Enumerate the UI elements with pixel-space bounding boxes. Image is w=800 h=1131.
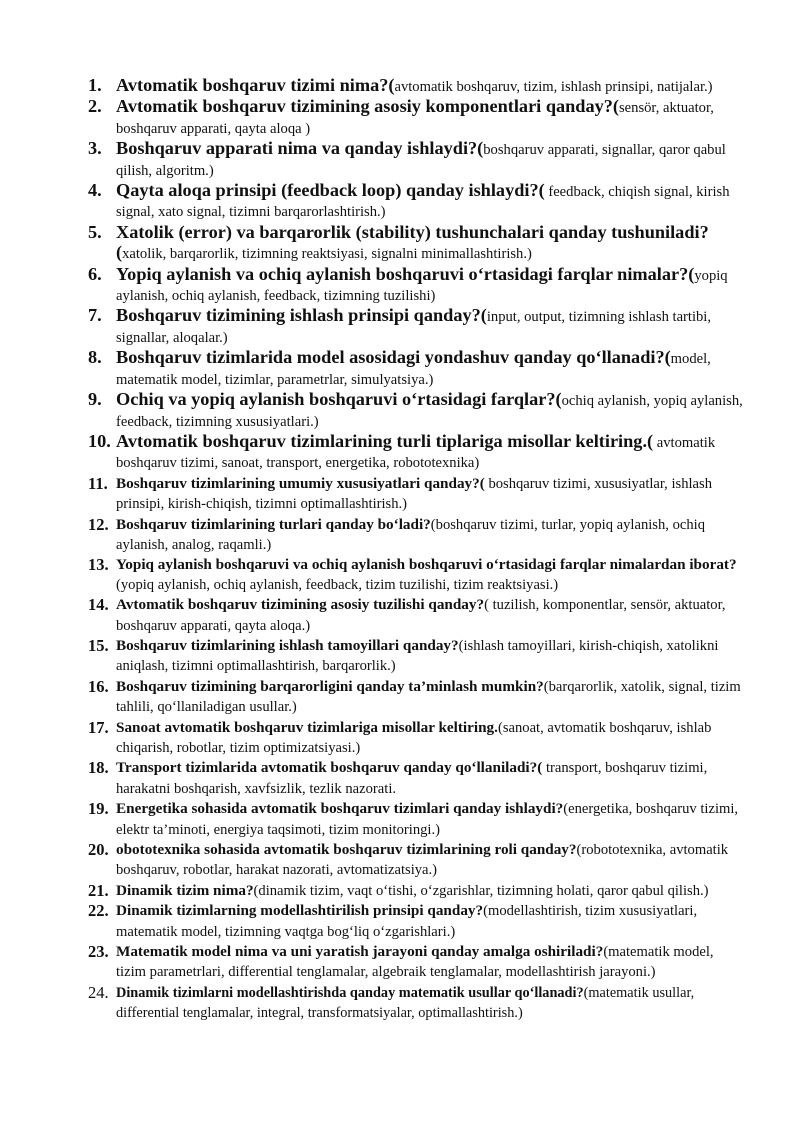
question-keywords: ochiq aylanish, yopiq aylanish, feedback, tizimning xususiyatlari.) xyxy=(116,393,743,430)
question-title: Yopiq aylanish va ochiq aylanish boshqaruvi o‘rtasidagi farqlar nimalar?( xyxy=(116,263,695,284)
question-title: Energetika sohasida avtomatik boshqaruv tizimlari qanday ishlaydi? xyxy=(116,800,564,818)
question-keywords: (ishlash tamoyillari, kirish-chiqish, xatolikni aniqlash, tizimni optimallashtirish, barqarorlik.) xyxy=(116,637,719,675)
question-item xyxy=(88,515,743,556)
question-item xyxy=(88,97,743,139)
question-title: Boshqaruv tizimlarining turlari qanday bo‘ladi? xyxy=(116,515,431,533)
question-number: 2. xyxy=(88,96,102,117)
question-title: Qayta aloqa prinsipi (feedback loop) qanday ishlaydi?( xyxy=(116,180,545,201)
question-item xyxy=(88,718,743,759)
question-item xyxy=(88,348,743,390)
question-keywords: (energetika, boshqaruv tizimi, elektr ta’minoti, energiya taqsimoti, tizim monitoringi.) xyxy=(116,801,739,838)
question-title: Avtomatik boshqaruv tizimi nima?( xyxy=(116,75,395,95)
question-keywords: model, matematik model, tizimlar, parametrlar, simulyatsiya.) xyxy=(116,351,711,388)
question-item xyxy=(88,265,743,307)
question-title: Yopiq aylanish boshqaruvi va ochiq aylanish boshqaruvi o‘rtasidagi farqlar nimalardan iborat? xyxy=(116,556,737,574)
question-title: Boshqaruv tizimlarining ishlash tamoyillari qanday? xyxy=(116,636,459,654)
question-item xyxy=(88,555,743,595)
question-item xyxy=(88,901,743,942)
question-item xyxy=(88,390,743,432)
question-keywords: transport, boshqaruv tizimi, harakatni boshqarish, xavfsizlik, tezlik nazorati. xyxy=(116,760,708,797)
question-keywords: avtomatik boshqaruv tizimi, sanoat, transport, energetika, robototexnika) xyxy=(116,434,716,472)
question-item xyxy=(88,306,743,348)
question-item xyxy=(88,677,743,718)
question-item xyxy=(88,474,743,515)
question-item xyxy=(88,76,743,97)
question-number: 18. xyxy=(88,758,109,778)
question-item xyxy=(88,432,743,474)
question-title: Boshqaruv tizimining barqarorligini qanday ta’minlash mumkin? xyxy=(116,677,544,695)
question-title: Dinamik tizim nima? xyxy=(116,881,254,899)
question-number: 15. xyxy=(88,635,109,655)
question-title: Sanoat avtomatik boshqaruv tizimlariga misollar keltiring. xyxy=(116,718,498,736)
question-keywords: (matematik model, tizim parametrlari, differential tenglamalar, algebraik tenglamalar, modellashtirish jarayoni.) xyxy=(116,944,714,981)
question-keywords: boshqaruv tizimi, xususiyatlar, ishlash prinsipi, kirish-chiqish, tizimni optimallashtirish.) xyxy=(116,475,713,513)
question-number: 1. xyxy=(88,75,102,95)
question-item xyxy=(88,983,743,1024)
question-keywords: (yopiq aylanish, ochiq aylanish, feedback, tizim tuzilishi, tizim reaktsiyasi.) xyxy=(116,576,559,593)
question-title: Boshqaruv tizimlarida model asosidagi yondashuv qanday qo‘llanadi?( xyxy=(116,347,671,368)
question-number: 22. xyxy=(88,901,109,921)
question-keywords: input, output, tizimning ishlash tartibi, signallar, aloqalar.) xyxy=(116,309,712,346)
question-number: 24. xyxy=(88,982,109,1002)
question-number: 16. xyxy=(88,676,109,696)
question-number: 11. xyxy=(88,473,108,493)
question-keywords: (barqarorlik, xatolik, signal, tizim tahlili, qo‘llaniladigan usullar.) xyxy=(116,678,741,716)
question-number: 19. xyxy=(88,799,109,819)
question-number: 4. xyxy=(88,180,102,201)
question-keywords: sensör, aktuator, boshqaruv apparati, qayta aloqa ) xyxy=(116,100,714,137)
question-keywords: ( tuzilish, komponentlar, sensör, aktuator, boshqaruv apparati, qayta aloqa.) xyxy=(116,597,726,634)
question-number: 17. xyxy=(88,717,109,737)
question-keywords: (modellashtirish, tizim xususiyatlari, matematik model, tizimning vaqtga bog‘liq o‘zgarishlari.) xyxy=(116,903,698,940)
question-item xyxy=(88,223,743,265)
question-title: Boshqaruv apparati nima va qanday ishlaydi?( xyxy=(116,138,484,159)
question-title: obototexnika sohasida avtomatik boshqaruv tizimlarining roli qanday? xyxy=(116,841,577,859)
question-keywords: boshqaruv apparati, signallar, qaror qabul qilish, algoritm.) xyxy=(116,142,726,179)
question-title: Boshqaruv tizimlarining umumiy xususiyatlari qanday?( xyxy=(116,474,485,492)
question-title: Avtomatik boshqaruv tizimlarining turli tiplariga misollar keltiring.( xyxy=(116,430,654,451)
question-keywords: xatolik, barqarorlik, tizimning reaktsiyasi, signalni minimallashtirish.) xyxy=(122,246,532,263)
question-list xyxy=(88,76,743,1024)
question-keywords: (matematik usullar, differential tenglamalar, integral, transformatsiyalar, optimallashtirish.) xyxy=(116,984,695,1022)
question-number: 8. xyxy=(88,347,102,368)
question-title: Transport tizimlarida avtomatik boshqaruv qanday qo‘llaniladi?( xyxy=(116,759,543,777)
question-keywords: (sanoat, avtomatik boshqaruv, ishlab chiqarish, robotlar, tizim optimizatsiyasi.) xyxy=(116,719,712,756)
question-keywords: (dinamik tizim, vaqt o‘tishi, o‘zgarishlar, tizimning holati, qaror qabul qilish.) xyxy=(253,882,709,899)
question-number: 9. xyxy=(88,389,102,410)
question-number: 5. xyxy=(88,221,102,242)
question-item xyxy=(88,942,743,983)
question-title: Xatolik (error) va barqarorlik (stability) tushunchalari qanday tushuniladi? ( xyxy=(116,221,709,263)
question-title: Matematik model nima va uni yaratish jarayoni qanday amalga oshiriladi? xyxy=(116,943,604,961)
question-title: Avtomatik boshqaruv tizimining asosiy tuzilishi qanday? xyxy=(116,596,485,614)
question-title: Avtomatik boshqaruv tizimining asosiy komponentlari qanday?( xyxy=(116,96,619,117)
question-item xyxy=(88,139,743,181)
question-item xyxy=(88,881,743,901)
question-item xyxy=(88,636,743,677)
question-item xyxy=(88,181,743,223)
question-title: Ochiq va yopiq aylanish boshqaruvi o‘rtasidagi farqlar?( xyxy=(116,389,562,410)
question-keywords: (boshqaruv tizimi, turlar, yopiq aylanish, ochiq aylanish, analog, raqamli.) xyxy=(116,516,705,553)
question-title: Boshqaruv tizimining ishlash prinsipi qanday?( xyxy=(116,305,487,326)
question-item xyxy=(88,840,743,881)
question-number: 7. xyxy=(88,305,102,326)
question-number: 10. xyxy=(88,430,111,451)
question-item xyxy=(88,758,743,799)
question-number: 13. xyxy=(88,555,109,575)
question-number: 23. xyxy=(88,942,109,962)
question-keywords: avtomatik boshqaruv, tizim, ishlash prinsipi, natijalar.) xyxy=(394,79,713,95)
question-title: Dinamik tizimlarning modellashtirilish prinsipi qanday? xyxy=(116,902,484,920)
question-number: 14. xyxy=(88,595,109,615)
question-keywords: yopiq aylanish, ochiq aylanish, feedback, tizimning tuzilishi) xyxy=(116,267,728,305)
question-number: 6. xyxy=(88,263,102,284)
question-keywords: (robototexnika, avtomatik boshqaruv, robotlar, harakat nazorati, avtomatizatsiya.) xyxy=(116,842,729,879)
question-number: 20. xyxy=(88,840,109,860)
question-number: 21. xyxy=(88,880,109,900)
question-title: Dinamik tizimlarni modellashtirishda qanday matematik usullar qo‘llanadi? xyxy=(116,984,584,1001)
question-keywords: feedback, chiqish signal, kirish signal, xato signal, tizimni barqarorlashtirish.) xyxy=(116,184,730,221)
question-item xyxy=(88,799,743,840)
question-number: 3. xyxy=(88,138,102,159)
question-item xyxy=(88,595,743,636)
question-number: 12. xyxy=(88,514,109,534)
